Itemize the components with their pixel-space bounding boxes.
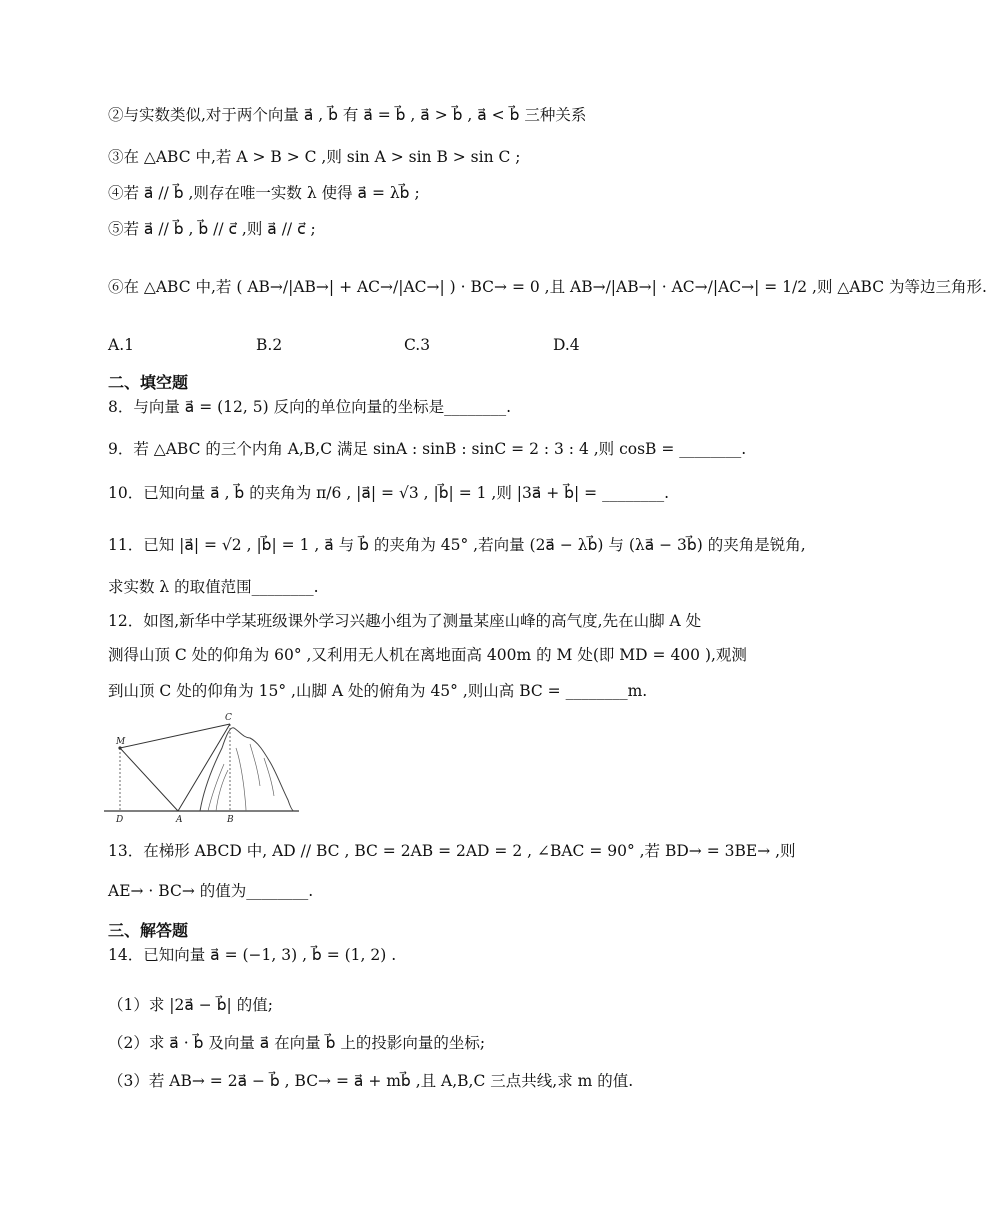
- statement-5: ⑤若 a⃗ // b⃗ , b⃗ // c⃗ ,则 a⃗ // c⃗ ;: [108, 220, 316, 238]
- question-12-line-2: 测得山顶 C 处的仰角为 60° ,又利用无人机在离地面高 400m 的 M 处(即 MD = 400 ),观测: [108, 646, 747, 664]
- question-10: 10．已知向量 a⃗ , b⃗ 的夹角为 π/6 , |a⃗| = √3 , |b⃗| = 1 ,则 |3a⃗ + b⃗| = ________.: [108, 484, 669, 502]
- label-c: C: [225, 713, 232, 723]
- question-14-part-1: （1）求 |2a⃗ − b⃗| 的值;: [108, 996, 273, 1014]
- label-a: A: [176, 815, 183, 825]
- question-11-line-1: 11．已知 |a⃗| = √2 , |b⃗| = 1 , a⃗ 与 b⃗ 的夹角为 45° ,若向量 (2a⃗ − λb⃗) 与 (λa⃗ − 3b⃗) 的夹角是锐角,: [108, 536, 806, 554]
- question-14: 14．已知向量 a⃗ = (−1, 3) , b⃗ = (1, 2) .: [108, 946, 397, 964]
- section-heading-fill-in: 二、填空题: [108, 373, 189, 392]
- label-d: D: [116, 815, 124, 825]
- mountain-figure: [104, 708, 304, 824]
- statement-3: ③在 △ABC 中,若 A > B > C ,则 sin A > sin B > sin C ;: [108, 148, 521, 166]
- label-m: M: [116, 737, 126, 747]
- section-heading-answer: 三、解答题: [108, 921, 189, 940]
- question-12-line-3: 到山顶 C 处的仰角为 15° ,山脚 A 处的俯角为 45° ,则山高 BC = ________m.: [108, 682, 648, 700]
- question-13-line-1: 13．在梯形 ABCD 中, AD // BC , BC = 2AB = 2AD = 2 , ∠BAC = 90° ,若 BD→ = 3BE→ ,则: [108, 842, 796, 860]
- option-a: A.1: [108, 336, 134, 354]
- option-c: C.3: [404, 336, 431, 354]
- question-13-line-2: AE→ · BC→ 的值为________.: [108, 882, 314, 900]
- question-8: 8．与向量 a⃗ = (12, 5) 反向的单位向量的坐标是________.: [108, 398, 512, 416]
- question-9: 9．若 △ABC 的三个内角 A,B,C 满足 sinA : sinB : sinC = 2 : 3 : 4 ,则 cosB = ________.: [108, 440, 747, 458]
- statement-4: ④若 a⃗ // b⃗ ,则存在唯一实数 λ 使得 a⃗ = λb⃗ ;: [108, 184, 420, 202]
- option-b: B.2: [256, 336, 283, 354]
- statement-6: ⑥在 △ABC 中,若 ( AB→/|AB→| + AC→/|AC→| ) · BC→ = 0 ,且 AB→/|AB→| · AC→/|AC→| = 1/2 ,则 △ABC 为等边三角形.: [108, 278, 987, 296]
- question-14-part-2: （2）求 a⃗ · b⃗ 及向量 a⃗ 在向量 b⃗ 上的投影向量的坐标;: [108, 1034, 486, 1052]
- question-12-line-1: 12．如图,新华中学某班级课外学习兴趣小组为了测量某座山峰的高气度,先在山脚 A 处: [108, 612, 702, 630]
- label-b: B: [227, 815, 234, 825]
- question-11-line-2: 求实数 λ 的取值范围________.: [108, 578, 319, 596]
- option-d: D.4: [553, 336, 580, 354]
- question-14-part-3: （3）若 AB→ = 2a⃗ − b⃗ , BC→ = a⃗ + mb⃗ ,且 A,B,C 三点共线,求 m 的值.: [108, 1072, 634, 1090]
- statement-2: ②与实数类似,对于两个向量 a⃗ , b⃗ 有 a⃗ = b⃗ , a⃗ > b⃗ , a⃗ < b⃗ 三种关系: [108, 106, 587, 124]
